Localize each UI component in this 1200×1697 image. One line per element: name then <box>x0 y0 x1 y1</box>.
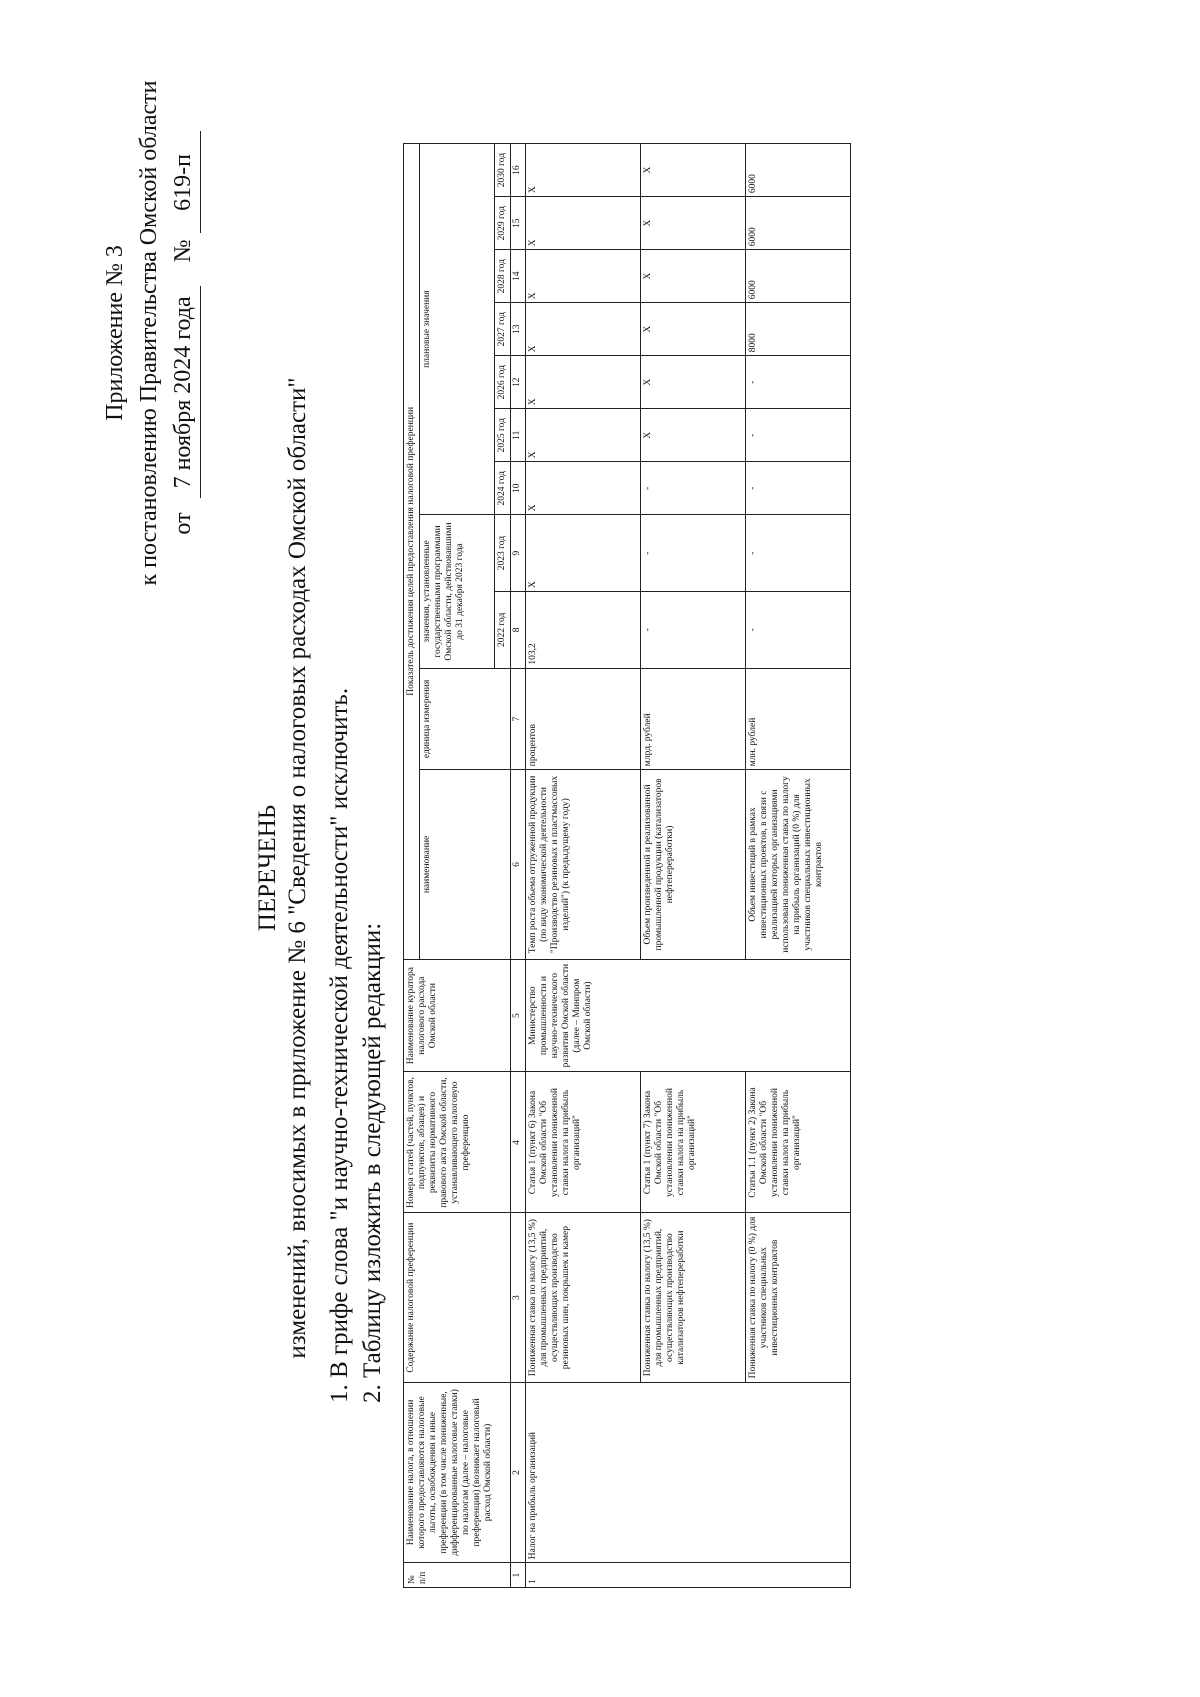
instruction-item: 1. В грифе слова "и научно-технической деятельности" исключить. <box>326 687 353 1403</box>
decree-date: 7 ноября 2024 года <box>166 286 201 498</box>
value-cell: 6000 <box>746 250 851 303</box>
value-cell: X <box>526 409 641 462</box>
header-year: 2023 год <box>495 515 511 592</box>
decree-number: 619-п <box>166 131 201 233</box>
header-unit: единица измерения <box>420 668 511 770</box>
instruction-item: 2. Таблицу изложить в следующей редакции: <box>359 922 386 1403</box>
header-year: 2026 год <box>495 356 511 409</box>
column-number-row <box>511 144 526 1588</box>
table-row <box>746 144 851 1588</box>
header-year: 2025 год <box>495 409 511 462</box>
header-indicator-group: Показатель достижения целей предоставления налоговой преференции <box>404 144 420 960</box>
column-number: 6 <box>511 770 526 960</box>
column-number: 5 <box>511 959 526 1072</box>
value-cell: 103,2 <box>526 591 641 668</box>
articles-cell: Статья 1 (пункт 6) Закона Омской области "Об установлении пониженной ставки налога на прибыль организаций" <box>526 1072 641 1213</box>
value-cell: X <box>641 197 746 250</box>
value-cell: X <box>641 144 746 197</box>
header-articles: Номера статей (частей, пунктов, подпунктов, абзацев) и реквизиты нормативного правового акта Омской области, устанавливающего налоговую преференцию <box>404 1072 511 1213</box>
value-cell: X <box>526 144 641 197</box>
column-number: 11 <box>511 409 526 462</box>
appendix-number: Приложение № 3 <box>102 245 128 421</box>
indicator-cell: Объем инвестиций в рамках инвестиционных проектов, в связи с реализацией которых организациями использована пониженная ставка по налогу на прибыль организаций (0 %) для участников специальных инвестиционных контрактов <box>746 770 851 960</box>
indicator-cell: Темп роста объема отгруженной продукции (по виду экономической деятельности "Производство резиновых и пластмассовых изделий") (к предыдущему году) <box>526 770 641 960</box>
tax-expenditure-table <box>403 143 851 1588</box>
value-cell: X <box>641 303 746 356</box>
content-cell: Пониженная ставка по налогу (13,5 %) для промышленных предприятий, осуществляющих производство катализаторов нефтепереработки <box>641 1213 746 1382</box>
value-cell: X <box>641 356 746 409</box>
header-year: 2024 год <box>495 462 511 515</box>
column-number: 8 <box>511 591 526 668</box>
from-label: от <box>170 512 196 535</box>
column-number: 13 <box>511 303 526 356</box>
table-row <box>526 144 641 1588</box>
appendix-header <box>98 73 201 593</box>
unit-cell: процентов <box>526 668 641 770</box>
header-curator: Наименование куратора налогового расхода Омской области <box>404 959 511 1072</box>
indicator-cell: Объем произведенной и реализованной промышленной продукции (катализаторов нефтепереработки) <box>641 770 746 960</box>
value-cell: 6000 <box>746 144 851 197</box>
content-cell: Пониженная ставка по налогу (0 %) для участников специальных инвестиционных контрактов <box>746 1213 851 1382</box>
articles-cell: Статья 1.1 (пункт 2) Закона Омской области "Об установлении пониженной ставки налога на прибыль организаций" <box>746 1072 851 1213</box>
unit-cell: млн. рублей <box>746 668 851 770</box>
value-cell: 8000 <box>746 303 851 356</box>
title-heading: ПЕРЕЧЕНЬ <box>254 804 281 932</box>
value-cell: 6000 <box>746 197 851 250</box>
header-year: 2027 год <box>495 303 511 356</box>
header-year: 2022 год <box>495 591 511 668</box>
number-label: № <box>170 239 196 263</box>
title-subheading: изменений, вносимых в приложение № 6 "Сведения о налоговых расходах Омской области" <box>284 377 311 1359</box>
value-cell: X <box>526 250 641 303</box>
header-row <box>404 144 420 1588</box>
curator-cell: Министерство промышленности и научно-технического развития Омской области (далее – Минпром Омской области) <box>526 959 851 1072</box>
table-row <box>641 144 746 1588</box>
header-tax-name: Наименование налога, в отношении которого предоставляются налоговые льготы, освобождения и иные преференции (в том числе пониженные, дифференцированные налоговые ставки) по налогам (далее – налоговые преференции) (возникает налоговый расход Омской области) <box>404 1382 511 1562</box>
value-cell: - <box>746 591 851 668</box>
value-cell: X <box>526 303 641 356</box>
value-cell: X <box>641 250 746 303</box>
value-cell: - <box>746 515 851 592</box>
content-cell: Пониженная ставка по налогу (13,5 %) для промышленных предприятий, осуществляющих производство резиновых шин, покрышек и камер <box>526 1213 641 1382</box>
column-number: 15 <box>511 197 526 250</box>
column-number: 4 <box>511 1072 526 1213</box>
header-content: Содержание налоговой преференции <box>404 1213 511 1382</box>
value-cell: - <box>746 356 851 409</box>
column-number: 7 <box>511 668 526 770</box>
header-planned: плановые значения <box>420 144 495 515</box>
header-state-program: значения, установленные государственными программами Омской области, действовавшими до 31 декабря 2023 года <box>420 515 495 668</box>
articles-cell: Статья 1 (пункт 7) Закона Омской области "Об установлении пониженной ставки налога на прибыль организаций" <box>641 1072 746 1213</box>
value-cell: X <box>526 462 641 515</box>
header-year: 2028 год <box>495 250 511 303</box>
value-cell: - <box>641 515 746 592</box>
header-year: 2029 год <box>495 197 511 250</box>
column-number: 14 <box>511 250 526 303</box>
column-number: 16 <box>511 144 526 197</box>
header-year: 2030 год <box>495 144 511 197</box>
column-number: 10 <box>511 462 526 515</box>
column-number: 2 <box>511 1382 526 1562</box>
unit-cell: млрд. рублей <box>641 668 746 770</box>
instructions <box>323 688 389 1403</box>
value-cell: X <box>526 197 641 250</box>
value-cell: X <box>641 409 746 462</box>
tax-name-cell: Налог на прибыль организаций <box>526 1382 851 1562</box>
value-cell: - <box>746 462 851 515</box>
value-cell: - <box>641 591 746 668</box>
rotated-page <box>38 68 1198 1668</box>
header-indicator-name: наименование <box>420 770 511 960</box>
column-number: 9 <box>511 515 526 592</box>
header-no: № п/п <box>404 1563 511 1588</box>
value-cell: X <box>526 515 641 592</box>
value-cell: X <box>526 356 641 409</box>
document-title <box>253 128 313 1608</box>
decree-date-line <box>166 73 201 593</box>
column-number: 1 <box>511 1563 526 1588</box>
value-cell: - <box>746 409 851 462</box>
column-number: 3 <box>511 1213 526 1382</box>
row-number: 1 <box>526 1563 851 1588</box>
value-cell: - <box>641 462 746 515</box>
appendix-decree: к постановлению Правительства Омской области <box>136 80 162 586</box>
column-number: 12 <box>511 356 526 409</box>
